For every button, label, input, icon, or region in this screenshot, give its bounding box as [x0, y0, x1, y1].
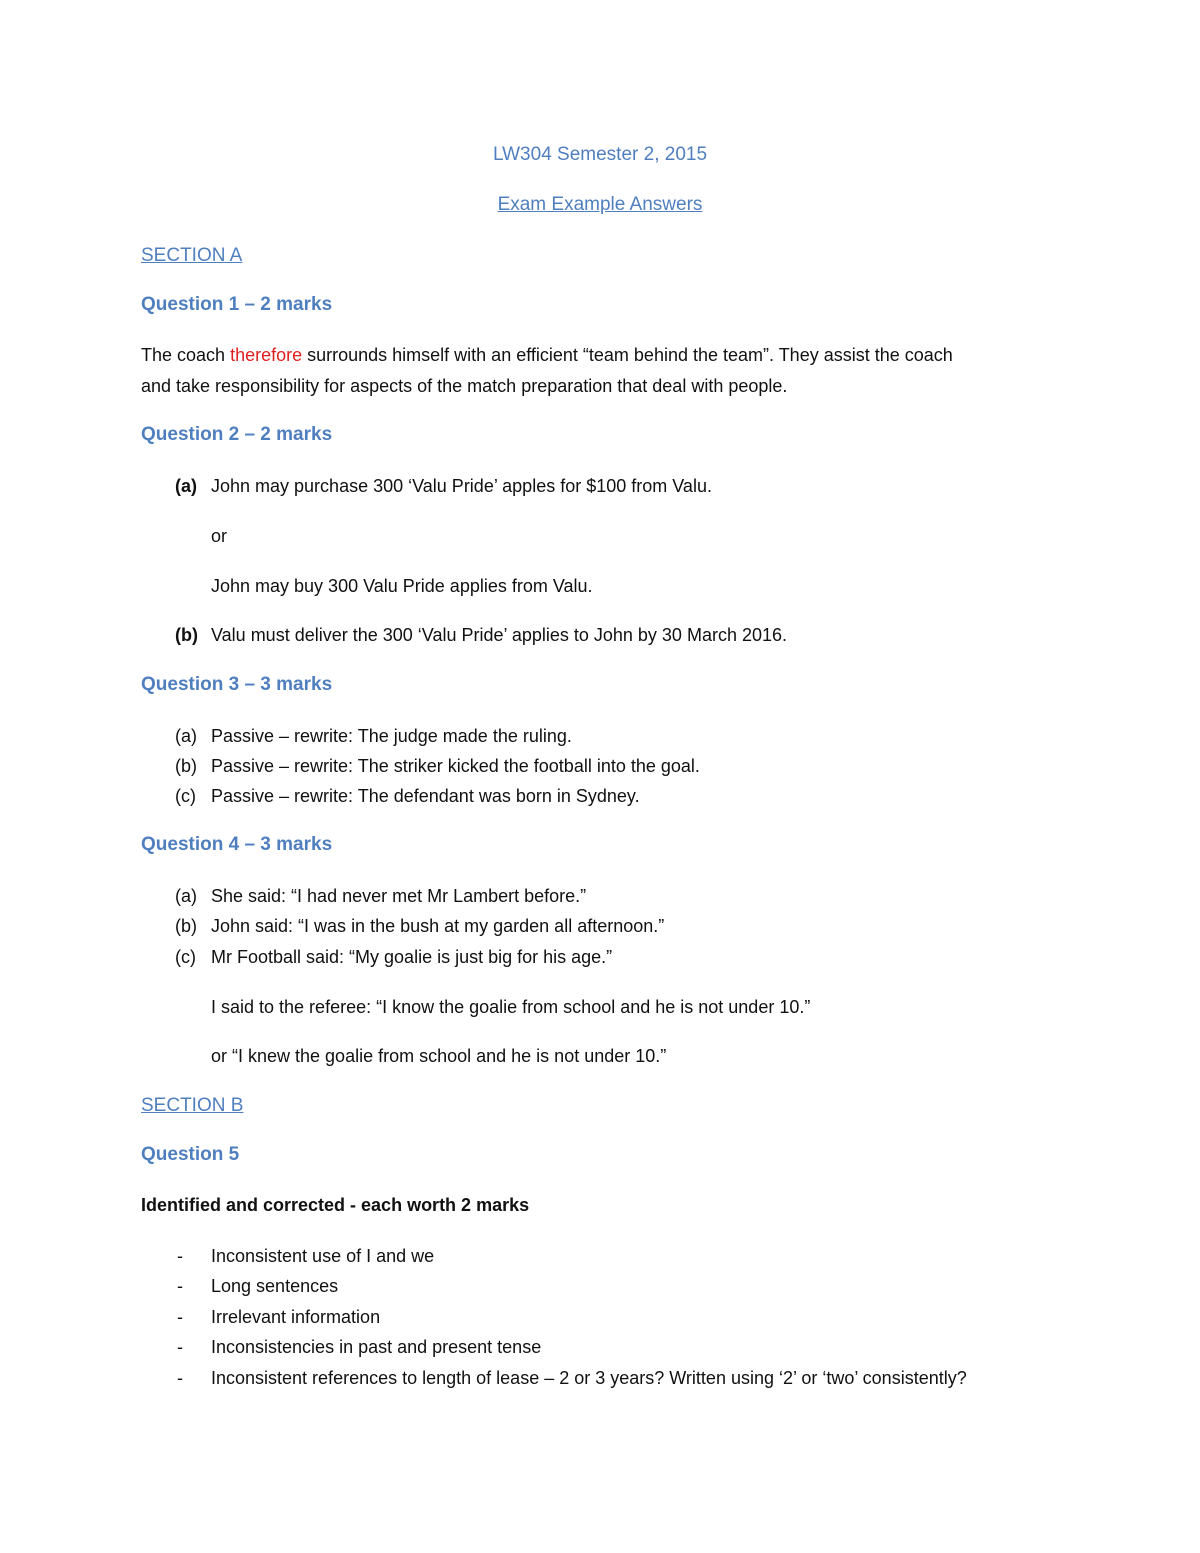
list-item-text: Inconsistent use of I and we	[211, 1246, 435, 1266]
question-1-text-after: surrounds himself with an efficient “team behind the team”. They assist the coach	[302, 345, 953, 365]
list-marker: (a)	[175, 726, 197, 746]
question-2-a-text: John may purchase 300 ‘Valu Pride’ apples for $100 from Valu.	[211, 476, 712, 496]
list-marker: (b)	[175, 916, 197, 936]
list-item-text: Mr Football said: “My goalie is just big for his age.”	[211, 947, 613, 967]
section-a-heading: SECTION A	[141, 245, 243, 266]
question-1-line-2: and take responsibility for aspects of the match preparation that deal with people.	[141, 376, 788, 396]
question-4-heading: Question 4 – 3 marks	[141, 834, 333, 855]
list-item-text: She said: “I had never met Mr Lambert before.”	[211, 886, 587, 906]
question-2-b-text: Valu must deliver the 300 ‘Valu Pride’ applies to John by 30 March 2016.	[211, 625, 787, 645]
list-item-text: Passive – rewrite: The defendant was born in Sydney.	[211, 786, 640, 806]
question-4-extra-2: or “I knew the goalie from school and he is not under 10.”	[211, 1046, 667, 1066]
section-b-heading: SECTION B	[141, 1095, 244, 1116]
list-item-text: Irrelevant information	[211, 1307, 381, 1327]
question-4-extra-1: I said to the referee: “I know the goalie from school and he is not under 10.”	[211, 997, 811, 1017]
list-item-text: Passive – rewrite: The striker kicked the football into the goal.	[211, 756, 700, 776]
question-1-text-before: The coach	[141, 345, 231, 365]
question-5-heading: Question 5	[141, 1144, 240, 1165]
list-item-text: John said: “I was in the bush at my garden all afternoon.”	[211, 916, 665, 936]
question-1-line-1	[141, 343, 953, 367]
bullet-dash: -	[177, 1337, 183, 1357]
list-item-text: Inconsistent references to length of lease – 2 or 3 years? Written using ‘2’ or ‘two’ consistently?	[211, 1368, 967, 1388]
question-5-subheading: Identified and corrected - each worth 2 marks	[141, 1195, 530, 1215]
list-marker: (a)	[175, 476, 197, 496]
bullet-dash: -	[177, 1246, 183, 1266]
bullet-dash: -	[177, 1276, 183, 1296]
list-item-text: Inconsistencies in past and present tense	[211, 1337, 542, 1357]
document-title: LW304 Semester 2, 2015	[492, 144, 708, 165]
document-subtitle: Exam Example Answers	[497, 194, 703, 215]
list-item-text: Passive – rewrite: The judge made the ruling.	[211, 726, 572, 746]
question-2-a-alt: John may buy 300 Valu Pride applies from Valu.	[211, 576, 593, 596]
bullet-dash: -	[177, 1368, 183, 1388]
list-item-text: Long sentences	[211, 1276, 339, 1296]
question-2-or: or	[211, 526, 228, 546]
question-3-heading: Question 3 – 3 marks	[141, 674, 333, 695]
list-marker: (b)	[175, 756, 197, 776]
list-marker: (a)	[175, 886, 197, 906]
list-marker: (c)	[175, 947, 196, 967]
highlight-word: therefore	[230, 345, 303, 365]
question-2-heading: Question 2 – 2 marks	[141, 424, 333, 445]
list-marker: (b)	[175, 625, 198, 645]
question-1-heading: Question 1 – 2 marks	[141, 294, 333, 315]
list-marker: (c)	[175, 786, 196, 806]
bullet-dash: -	[177, 1307, 183, 1327]
